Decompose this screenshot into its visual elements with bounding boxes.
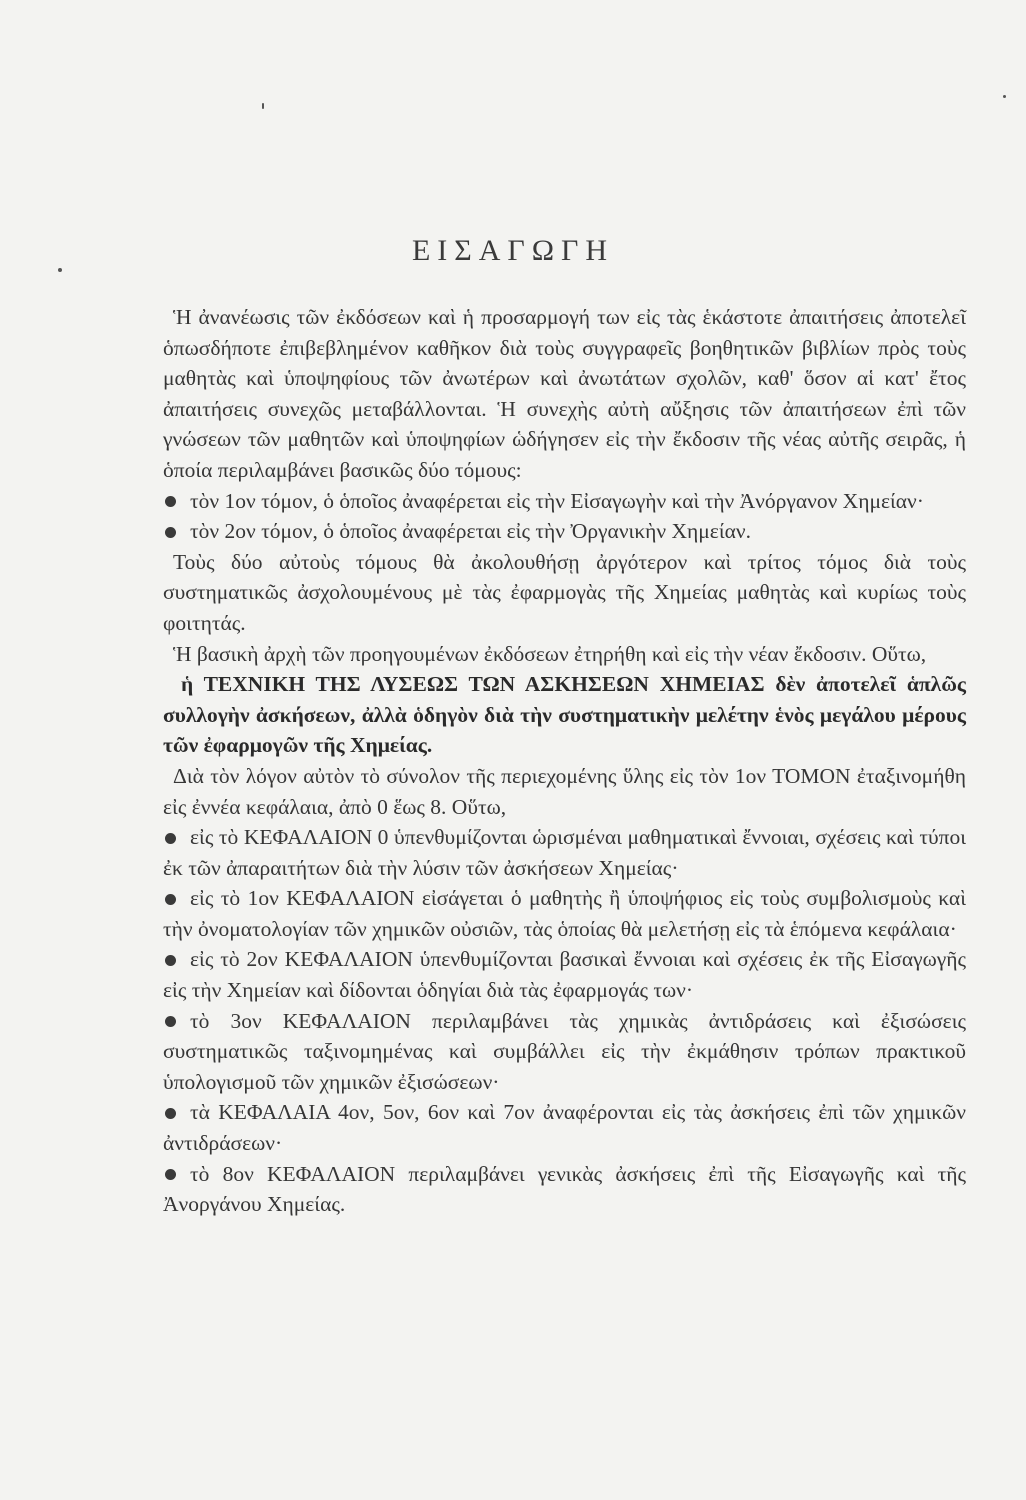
emphasis-text: ἡ ΤΕΧΝΙΚΗ ΤΗΣ ΛΥΣΕΩΣ ΤΩΝ ΑΣΚΗΣΕΩΝ ΧΗΜΕΙΑΣ δὲν ἀποτελεῖ ἁπλῶς συλλογὴν ἀσκήσεων, ἀλλὰ ὁδηγὸν διὰ τὴν συστηματικὴν μελέτην ἑνὸς μεγάλου μέρους τῶν ἐφαρμογῶν τῆς Χημείας. xyxy=(163,672,966,758)
contents-paragraph: Διὰ τὸν λόγον αὐτὸν τὸ σύνολον τῆς περιεχομένης ὕλης εἰς τὸν 1ον ΤΟΜΟΝ ἐταξινομήθη εἰς ἐννέα κεφάλαια, ἀπὸ 0 ἕως 8. Οὕτω, xyxy=(163,763,966,819)
chapter-0-text: εἰς τὸ ΚΕΦΑΛΑΙΟΝ 0 ὑπενθυμίζονται ὡρισμέναι μαθηματικαὶ ἔννοιαι, σχέσεις καὶ τύποι ἐκ τῶν ἀπαραιτήτων διὰ τὴν λύσιν τῶν ἀσκήσεων Χημείας· xyxy=(163,825,966,880)
chapters-4-7-text: τὰ ΚΕΦΑΛΑΙΑ 4ον, 5ον, 6ον καὶ 7ον ἀναφέρονται εἰς τὰς ἀσκήσεις ἐπὶ τῶν χημικῶν ἀντιδράσεων· xyxy=(163,1100,966,1156)
chapter-1-text: εἰς τὸ 1ον ΚΕΦΑΛΑΙΟΝ εἰσάγεται ὁ μαθητὴς ἢ ὑποψήφιος εἰς τοὺς συμβολισμοὺς καὶ τὴν ὀνοματολογίαν τῶν χημικῶν οὐσιῶν, τὰς ὁποίας θὰ μελετήσῃ εἰς τὰ ἑπόμενα κεφάλαια· xyxy=(163,886,966,941)
chapter-2-text: εἰς τὸ 2ον ΚΕΦΑΛΑΙΟΝ ὑπενθυμίζονται βασικαὶ ἔννοιαι καὶ σχέσεις ἐκ τῆς Εἰσαγωγῆς εἰς τὴν Χημείαν καὶ δίδονται ὁδηγίαι διὰ τὰς ἐφαρμογάς των· xyxy=(163,947,966,1003)
intro-paragraph: Ἡ ἀνανέωσις τῶν ἐκδόσεων καὶ ἡ προσαρμογή των εἰς τὰς ἑκάστοτε ἀπαιτήσεις ἀποτελεῖ ὁπωσδήποτε ἐπιβεβλημένον καθῆκον διὰ τοὺς συγγραφεῖς βοηθητικῶν βιβλίων πρὸς τοὺς μαθητὰς καὶ ὑποψηφίους τῶν ἀνωτέρων καὶ ἀνωτάτων σχολῶν, καθ' ὅσον αἱ κατ' ἔτος ἀπαιτήσεις συνεχῶς μεταβάλλονται. Ἡ συνεχὴς αὐτὴ αὔξησις τῶν ἀπαιτήσεων ἐπὶ τῶν γνώσεων τῶν μαθητῶν καὶ ὑποψηφίων ὡδήγησεν εἰς τὴν ἔκδοσιν τῆς νέας αὐτῆς σειρᾶς, ἡ ὁποία περιλαμβάνει βασικῶς δύο τόμους: xyxy=(163,305,966,482)
chapter-0-item xyxy=(163,822,966,883)
volume-1-text: τὸν 1ον τόμον, ὁ ὁποῖος ἀναφέρεται εἰς τὴν Εἰσαγωγὴν καὶ τὴν Ἀνόργανον Χημείαν· xyxy=(190,488,924,513)
bullet-dot-icon xyxy=(165,833,176,844)
bullet-dot-icon xyxy=(165,894,176,905)
third-volume-paragraph: Τοὺς δύο αὐτοὺς τόμους θὰ ἀκολουθήσῃ ἀργότερον καὶ τρίτος τόμος διὰ τοὺς συστηματικῶς ἀσχολουμένους μὲ τὰς ἐφαρμογὰς τῆς Χημείας μαθητὰς καὶ κυρίως τοὺς φοιτητάς. xyxy=(163,549,966,635)
bullet-dot-icon xyxy=(165,1108,176,1119)
chapter-2-item xyxy=(163,944,966,1005)
chapters-4-7-item xyxy=(163,1097,966,1158)
volume-2-text: τὸν 2ον τόμον, ὁ ὁποῖος ἀναφέρεται εἰς τὴν Ὀργανικὴν Χημείαν. xyxy=(190,519,751,544)
chapter-8-item xyxy=(163,1159,966,1220)
chapter-3-item xyxy=(163,1006,966,1098)
emphasis-paragraph xyxy=(163,669,966,761)
bullet-dot-icon xyxy=(165,496,176,507)
scan-speck xyxy=(58,268,62,272)
scan-speck xyxy=(262,103,264,109)
page-title: ΕΙΣΑΓΩΓΗ xyxy=(411,234,615,267)
volume-1-item xyxy=(163,486,966,517)
bullet-dot-icon xyxy=(165,527,176,538)
principle-paragraph: Ἡ βασικὴ ἀρχὴ τῶν προηγουμένων ἐκδόσεων ἐτηρήθη καὶ εἰς τὴν νέαν ἔκδοσιν. Οὕτω, xyxy=(173,641,927,666)
bullet-dot-icon xyxy=(165,1016,176,1027)
chapter-8-text: τὸ 8ον ΚΕΦΑΛΑΙΟΝ περιλαμβάνει γενικὰς ἀσκήσεις ἐπὶ τῆς Εἰσαγωγῆς καὶ τῆς Ἀνοργάνου Χημείας. xyxy=(163,1161,966,1217)
introduction-text xyxy=(163,302,966,1220)
scan-speck xyxy=(1003,95,1006,98)
bullet-dot-icon xyxy=(165,1169,176,1180)
chapter-1-item xyxy=(163,883,966,944)
bullet-dot-icon xyxy=(165,955,176,966)
volume-2-item xyxy=(163,516,966,547)
chapter-3-text: τὸ 3ον ΚΕΦΑΛΑΙΟΝ περιλαμβάνει τὰς χημικὰς ἀντιδράσεις καὶ ἐξισώσεις συστηματικῶς ταξινομημένας καὶ συμβάλλει εἰς τὴν ἐκμάθησιν τρόπων πρακτικοῦ ὑπολογισμοῦ τῶν χημικῶν ἐξισώσεων· xyxy=(163,1008,966,1094)
